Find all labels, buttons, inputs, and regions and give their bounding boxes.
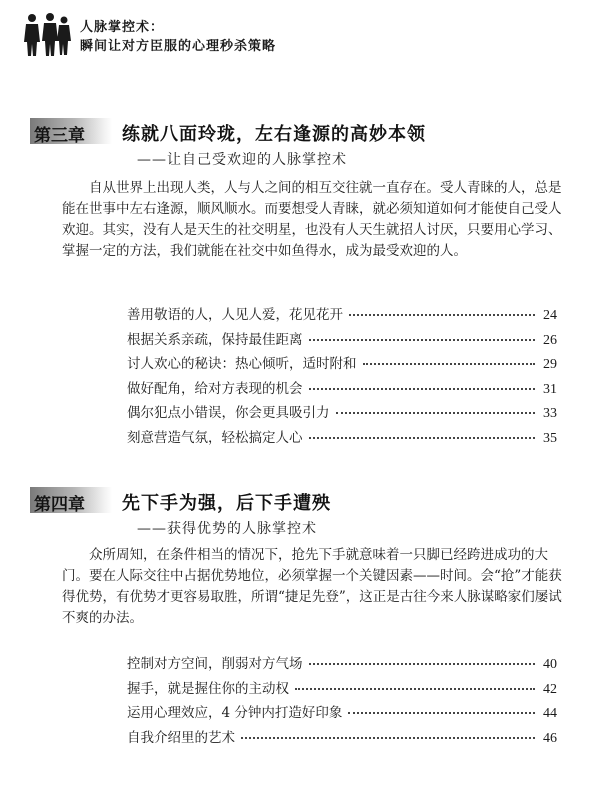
toc-entry-title: 根据关系亲疏，保持最佳距离 bbox=[127, 331, 303, 348]
toc-list bbox=[127, 652, 557, 750]
toc-entry-title: 刻意营造气氛，轻松搞定人心 bbox=[127, 429, 303, 446]
book-subtitle: 瞬间让对方臣服的心理秒杀策略 bbox=[80, 39, 277, 54]
toc-page-number: 31 bbox=[543, 381, 557, 397]
chapter-intro: 自从世界上出现人类，人与人之间的相互交往就一直存在。受人青睐的人，总是能在世事中左右逢源，顺风顺水。而要想受人青睐，就必须知道如何才能使自己受人欢迎。其实，没有人是天生的社交明星，也没有人天生就招人讨厌，只要用心学习、掌握一定的方法，我们就能在社交中如鱼得水，成为最受欢迎的人。 bbox=[62, 180, 562, 259]
toc-page-number: 42 bbox=[543, 681, 557, 697]
toc-entry-title: 偶尔犯点小错误，你会更具吸引力 bbox=[127, 405, 330, 421]
chapter-heading bbox=[22, 487, 582, 515]
toc-entry-title: 握手，就是握住你的主动权 bbox=[127, 680, 289, 697]
toc-page-number: 26 bbox=[543, 332, 557, 348]
toc-entry[interactable] bbox=[127, 401, 557, 426]
book-title: 人脉掌控术： bbox=[80, 20, 165, 35]
toc-entry[interactable] bbox=[127, 426, 557, 451]
dot-leader bbox=[241, 736, 535, 739]
dot-leader bbox=[309, 387, 536, 390]
running-header bbox=[22, 10, 582, 62]
toc-entry-title: 运用心理效应，4 分钟内打造好印象 bbox=[127, 705, 343, 721]
toc-entry[interactable] bbox=[127, 328, 557, 353]
chapter-intro: 众所周知，在条件相当的情况下，抢先下手就意味着一只脚已经跨进成功的大门。要在人际交往中占据优势地位，必须掌握一个关键因素——时间。会“抢”才能获得优势，有优势才更容易取胜，所谓“捷足先登”，这正是古往今来人脉谋略家们屡试不爽的办法。 bbox=[62, 547, 562, 626]
chapter-subtitle: ——让自己受欢迎的人脉掌控术 bbox=[137, 152, 347, 168]
chapter-4 bbox=[22, 487, 582, 746]
toc-page-number: 29 bbox=[543, 357, 557, 372]
toc-entry[interactable] bbox=[127, 726, 557, 751]
toc-entry-title: 善用敬语的人，人见人爱，花见花开 bbox=[127, 307, 343, 323]
businessmen-silhouette-icon bbox=[22, 12, 72, 58]
dot-leader bbox=[295, 687, 535, 690]
dot-leader bbox=[348, 711, 535, 714]
toc-entry-title: 控制对方空间，削弱对方气场 bbox=[127, 656, 303, 672]
dot-leader bbox=[309, 436, 536, 439]
dot-leader bbox=[309, 662, 536, 665]
toc-entry[interactable] bbox=[127, 701, 557, 726]
toc-page-number: 33 bbox=[543, 406, 557, 421]
dot-leader bbox=[363, 362, 536, 365]
chapter-subtitle: ——获得优势的人脉掌控术 bbox=[137, 521, 317, 537]
toc-entry[interactable] bbox=[127, 677, 557, 702]
chapter-title: 先下手为强，后下手遭殃 bbox=[122, 493, 331, 514]
toc-page-number: 46 bbox=[543, 730, 557, 746]
toc-entry-title: 自我介绍里的艺术 bbox=[127, 729, 235, 746]
toc-list bbox=[127, 303, 557, 450]
toc-entry-title: 讨人欢心的秘诀：热心倾听，适时附和 bbox=[127, 356, 357, 372]
toc-entry-title: 做好配角，给对方表现的机会 bbox=[127, 380, 303, 397]
toc-entry[interactable] bbox=[127, 652, 557, 677]
toc-entry[interactable] bbox=[127, 303, 557, 328]
toc-entry[interactable] bbox=[127, 377, 557, 402]
dot-leader bbox=[349, 313, 535, 316]
toc-page-number: 24 bbox=[543, 308, 557, 323]
chapter-heading bbox=[22, 118, 582, 146]
chapter-3 bbox=[22, 118, 582, 446]
toc-page-number: 44 bbox=[543, 706, 557, 721]
chapter-title: 练就八面玲珑，左右逢源的高妙本领 bbox=[122, 124, 426, 145]
dot-leader bbox=[309, 338, 536, 341]
toc-page-number: 40 bbox=[543, 657, 557, 672]
dot-leader bbox=[336, 411, 536, 414]
chapter-label: 第四章 bbox=[34, 495, 85, 515]
toc-page-number: 35 bbox=[543, 430, 557, 446]
chapter-label: 第三章 bbox=[34, 126, 85, 146]
toc-entry[interactable] bbox=[127, 352, 557, 377]
